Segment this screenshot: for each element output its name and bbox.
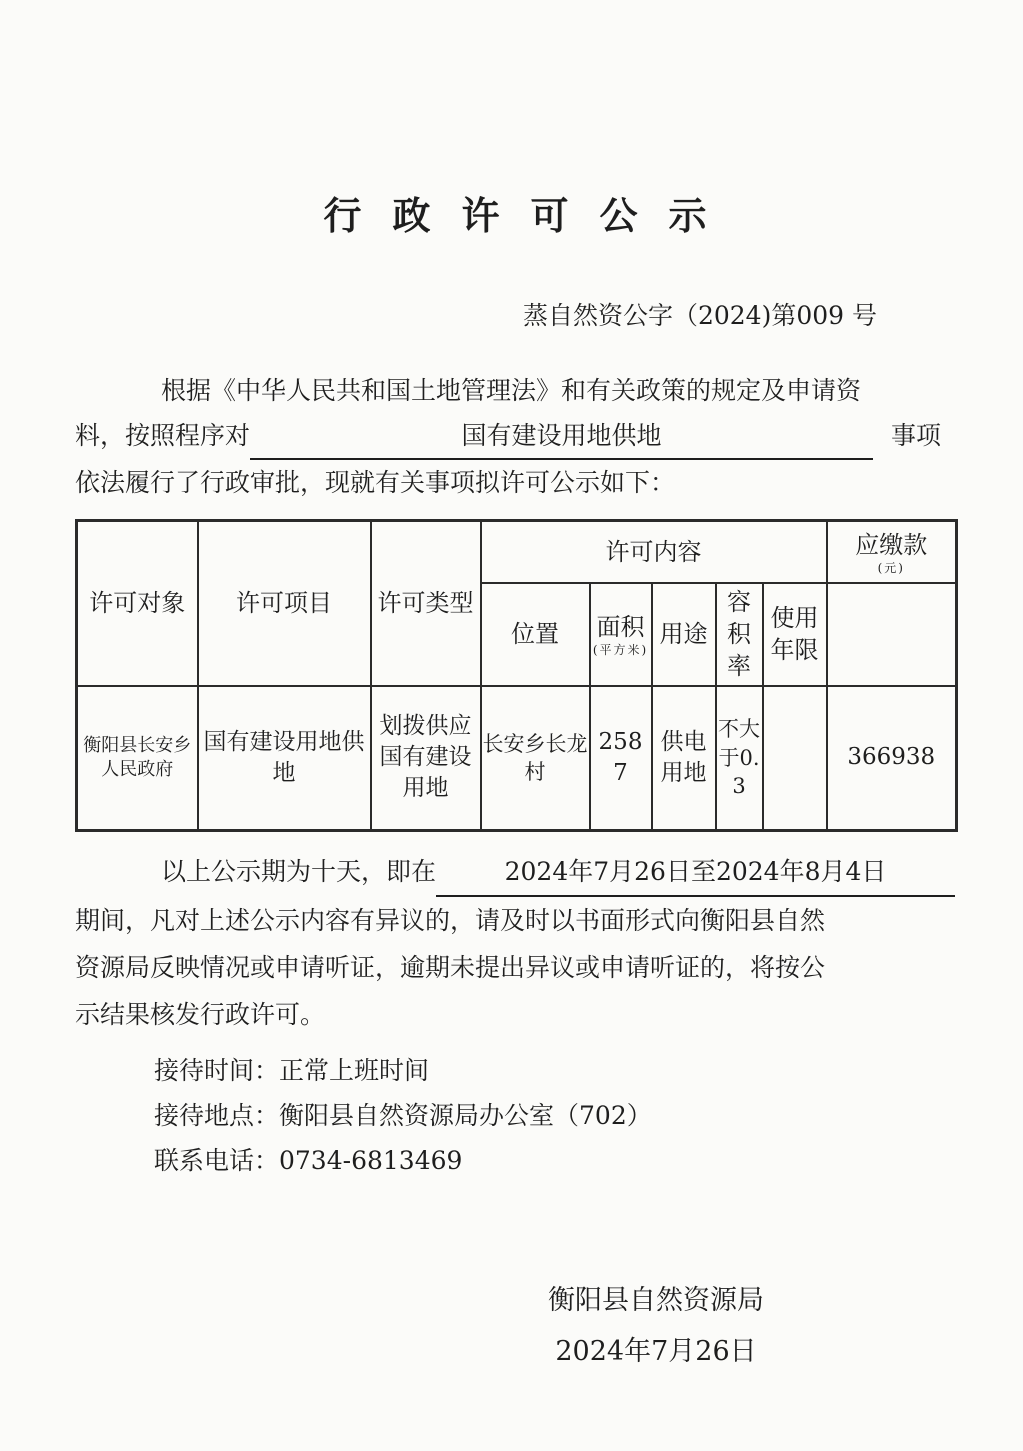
signature-org: 衡阳县自然资源局 (548, 1285, 764, 1317)
header-area-label: 面积 (596, 612, 645, 641)
intro-line-2-suffix: 事项 (890, 421, 941, 450)
notice-line-1 (75, 848, 955, 897)
page-title: 行政许可公示 (323, 193, 738, 238)
matter-blank-underline: 国有建设用地供地 (250, 413, 873, 460)
header-license-type: 许可类型 (371, 521, 481, 686)
cell-usage: 供电用地 (652, 686, 716, 831)
header-payment-spacer (827, 583, 957, 686)
contact-block (75, 1048, 955, 1183)
intro-paragraph (75, 368, 955, 505)
reception-place: 接待地点：衡阳县自然资源局办公室（702） (154, 1101, 652, 1131)
signature-date: 2024年7月26日 (555, 1336, 757, 1368)
header-area-unit: (平方米) (592, 643, 649, 658)
intro-line-2 (75, 413, 955, 460)
header-tenure: 使用年限 (763, 583, 827, 686)
intro-line-3: 依法履行了行政审批，现就有关事项拟许可公示如下： (75, 468, 676, 497)
header-license-content-group: 许可内容 (481, 521, 827, 583)
document-content (75, 0, 955, 1377)
table-header-row-1 (77, 521, 957, 583)
header-area (590, 583, 652, 686)
header-license-object: 许可对象 (77, 521, 198, 686)
cell-area: 2587 (590, 686, 652, 831)
header-plot-ratio: 容积率 (716, 583, 763, 686)
notice-line-1-prefix: 以上公示期为十天，即在 (161, 857, 437, 887)
date-range-underline: 2024年7月26日至2024年8月4日 (436, 848, 955, 897)
intro-line-2-prefix: 料，按照程序对 (75, 421, 251, 450)
cell-license-type: 划拨供应国有建设用地 (371, 686, 481, 831)
document-number: 蒸自然资公字（2024)第009 号 (522, 301, 877, 330)
header-payment-label: 应缴款 (855, 530, 928, 559)
cell-license-object: 衡阳县长安乡人民政府 (77, 686, 198, 831)
notice-paragraph (75, 848, 955, 1038)
license-table (75, 519, 958, 832)
header-license-project: 许可项目 (198, 521, 371, 686)
contact-phone: 联系电话：0734-6813469 (154, 1146, 463, 1176)
table-data-row (77, 686, 957, 831)
header-payment-due (827, 521, 957, 583)
cell-plot-ratio: 不大于0.3 (716, 686, 763, 831)
signature-block (75, 1275, 955, 1377)
header-payment-unit: (元) (877, 560, 905, 575)
notice-line-2: 期间，凡对上述公示内容有异议的，请及时以书面形式向衡阳县自然 (75, 906, 826, 936)
notice-line-3: 资源局反映情况或申请听证，逾期未提出异议或申请听证的，将按公 (75, 953, 826, 983)
intro-line-1: 根据《中华人民共和国土地管理法》和有关政策的规定及申请资 (161, 376, 862, 405)
cell-license-project: 国有建设用地供地 (198, 686, 371, 831)
cell-location: 长安乡长龙村 (481, 686, 590, 831)
header-location: 位置 (481, 583, 590, 686)
header-usage: 用途 (652, 583, 716, 686)
cell-tenure (763, 686, 827, 831)
notice-line-4: 示结果核发行政许可。 (75, 1000, 326, 1030)
cell-payment-due: 366938 (827, 686, 957, 831)
reception-time: 接待时间：正常上班时间 (154, 1056, 430, 1086)
